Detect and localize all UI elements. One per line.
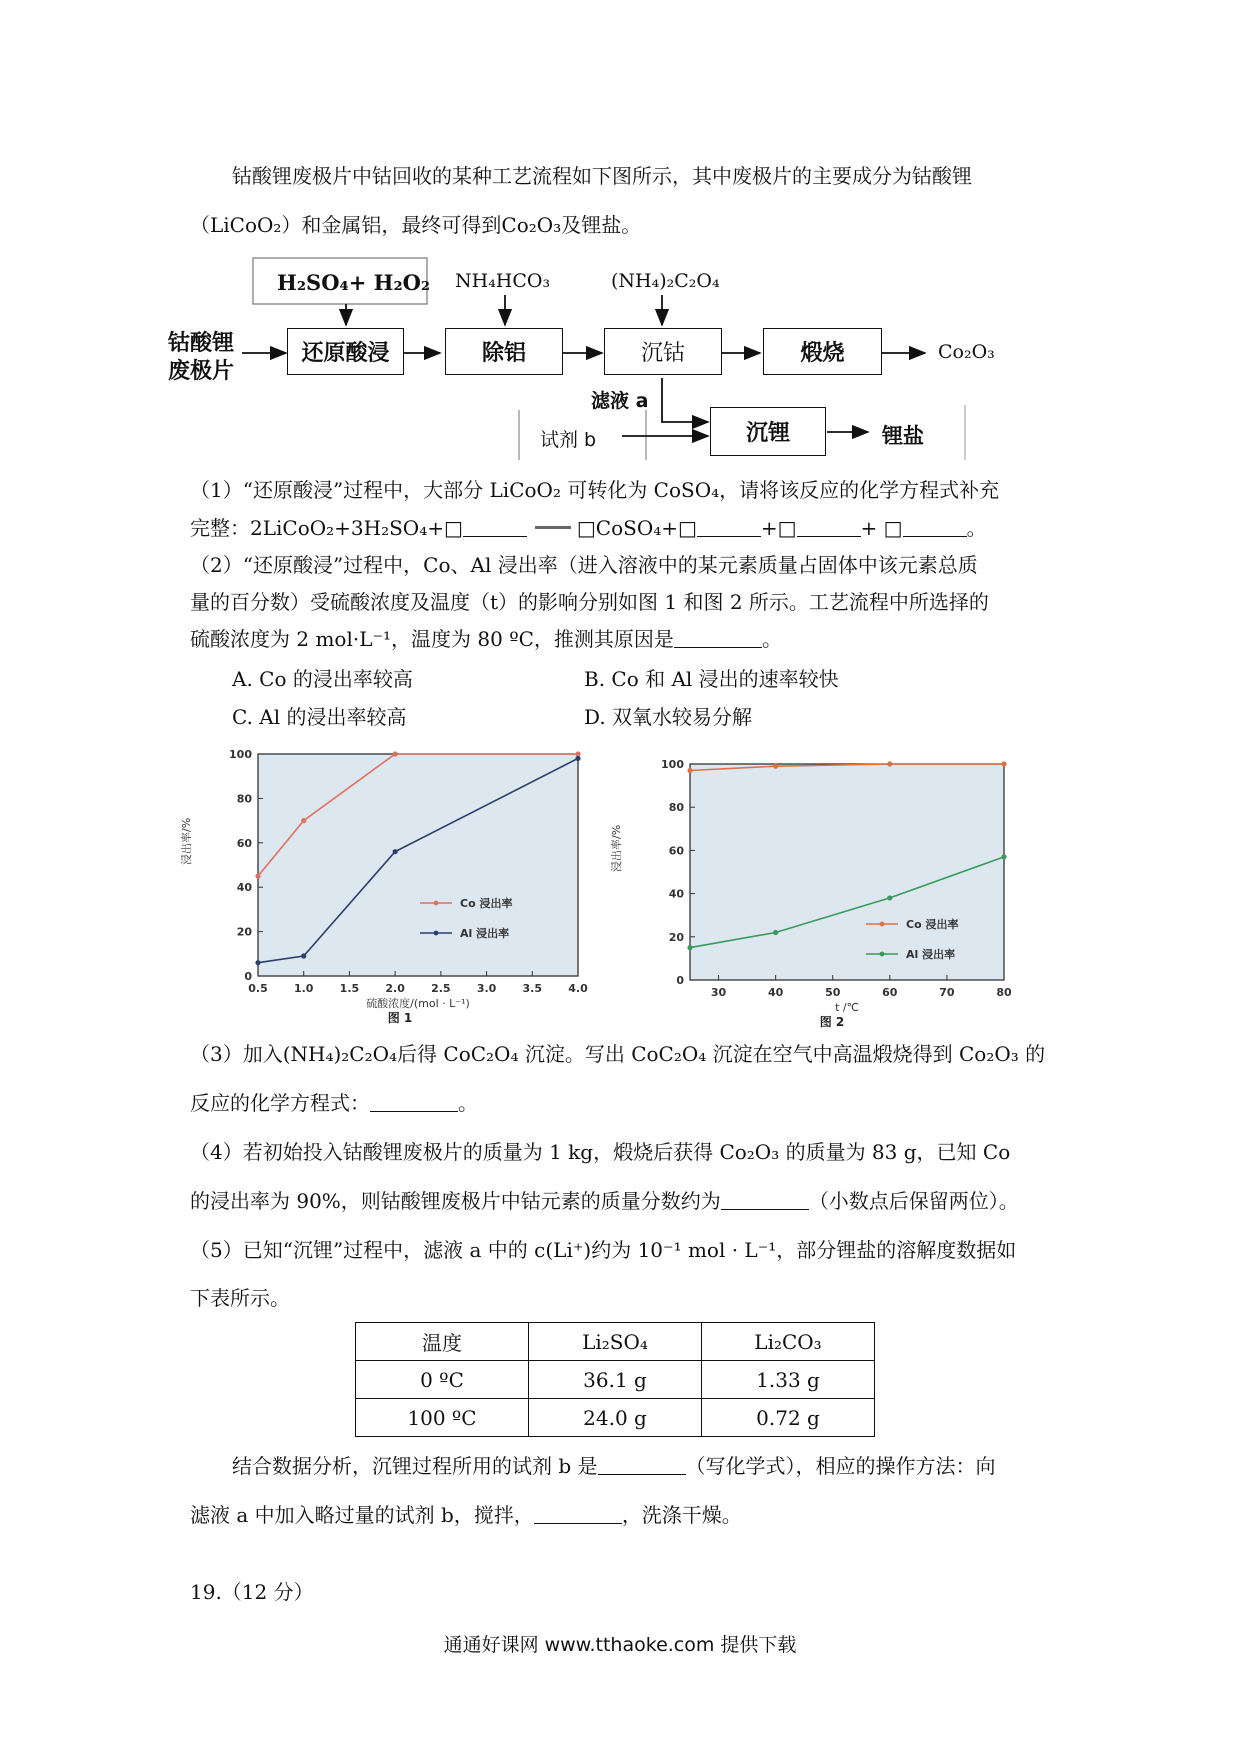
q2-line-3 [190,627,782,651]
step-calcination: 煅烧 [763,328,882,375]
x-tick-label: 30 [710,986,727,999]
legend-marker [880,922,885,927]
x-tick-label: 0.5 [248,982,268,995]
table-cell: 36.1 g [529,1361,702,1399]
q2-prompt: 硫酸浓度为 2 mol·L⁻¹，温度为 80 ºC，推测其原因是 [190,627,674,651]
q4-line-2 [190,1189,1019,1213]
data-point [773,764,778,769]
q1-equation-mid-1: □CoSO₄+□ [576,516,697,540]
data-point [687,945,692,950]
chart-fig-2 [610,744,1016,1040]
table-cell: 0.72 g [702,1399,875,1437]
q2-answer-blank[interactable] [674,629,762,648]
data-point [301,818,306,823]
q5-after-line-2 [190,1503,742,1527]
q4-line-1: （4）若初始投入钴酸锂废极片的质量为 1 kg，煅烧后获得 Co₂O₃ 的质量为 83 g，已知 Co [190,1140,1011,1164]
x-axis-label: 硫酸浓度/(mol · L⁻¹) [366,997,470,1010]
x-tick-label: 1.0 [293,982,314,995]
data-point [393,849,398,854]
legend-label: Co 浸出率 [460,897,513,910]
input-label-1: 钴酸锂 [168,330,235,356]
q1-equation-mid-2: +□ [760,516,797,540]
legend-label: Co 浸出率 [906,918,959,931]
plot-area [258,754,578,976]
x-tick-label: 2.0 [385,982,405,995]
data-point [687,768,692,773]
y-tick-label: 60 [236,836,252,850]
x-tick-label: 4.0 [568,982,588,995]
q1-answer-blank-4[interactable] [903,518,967,537]
q4-prompt: 的浸出率为 90%，则钴酸锂废极片中钴元素的质量分数约为 [190,1189,721,1213]
q2-prompt-end: 。 [761,627,782,651]
table-header-cell: Li₂SO₄ [529,1323,702,1361]
data-point [301,953,306,958]
y-tick-label: 20 [668,930,684,944]
reagent-h2so4-h2o2: H₂SO₄+ H₂O₂ [277,270,431,295]
y-tick-label: 60 [668,844,684,858]
q5-operation-prompt: 滤液 a 中加入略过量的试剂 b，搅拌， [190,1503,534,1527]
reagent-ammonium-oxalate: (NH₄)₂C₂O₄ [611,270,720,292]
data-point [773,930,778,935]
q5-line-1: （5）已知“沉锂”过程中，滤液 a 中的 c(Li⁺)约为 10⁻¹ mol · L⁻¹，部分锂盐的溶解度数据如 [190,1238,1017,1262]
q3-answer-blank[interactable] [370,1093,458,1112]
y-axis-label: 浸出率/% [180,817,193,865]
q3-line-1: （3）加入(NH₄)₂C₂O₄后得 CoC₂O₄ 沉淀。写出 CoC₂O₄ 沉淀在空气中高温煅烧得到 Co₂O₃ 的 [190,1042,1046,1066]
table-cell: 24.0 g [529,1399,702,1437]
x-tick-label: 3.5 [522,982,543,995]
reagent-nh4hco3: NH₄HCO₃ [455,270,551,292]
q5-operation-blank[interactable] [534,1505,622,1524]
y-tick-label: 80 [236,792,252,806]
step-precipitate-cobalt: 沉钴 [604,328,722,375]
q4-prompt-end: （小数点后保留两位）。 [808,1189,1019,1213]
data-point [887,761,892,766]
equals-sign [535,526,571,529]
intro-line-1: 钴酸锂废极片中钴回收的某种工艺流程如下图所示，其中废极片的主要成分为钴酸锂 [232,164,972,188]
table-header-cell: Li₂CO₃ [702,1323,875,1361]
q5-after-line-1 [232,1454,996,1478]
q1-equation-mid-3: + □ [860,516,903,540]
data-point [1001,854,1006,859]
step-precipitate-lithium: 沉锂 [710,407,826,456]
filtrate-a-label: 滤液 a [591,390,649,412]
q2-option-c[interactable]: C. Al 的浸出率较高 [232,705,407,729]
q2-line-1: （2）“还原酸浸”过程中，Co、Al 浸出率（进入溶液中的某元素质量占固体中该元素总质 [190,553,978,577]
data-point [255,874,260,879]
legend-marker [880,952,885,957]
q1-equation-end: 。 [966,516,987,540]
page-footer: 通通好课网 www.tthaoke.com 提供下载 [443,1634,797,1656]
next-question-heading: 19.（12 分） [190,1580,314,1604]
product-lithium-salt: 锂盐 [882,423,924,448]
q4-answer-blank[interactable] [721,1191,809,1210]
chart-fig-1 [180,740,590,1040]
x-tick-label: 3.0 [476,982,497,995]
q3-prompt: 反应的化学方程式： [190,1091,370,1115]
figure-caption: 图 2 [819,1015,845,1029]
input-label-2: 废极片 [168,358,235,384]
x-tick-label: 50 [825,986,841,999]
q1-line-1: （1）“还原酸浸”过程中，大部分 LiCoO₂ 可转化为 CoSO₄，请将该反应的化学方程式补充 [190,478,1000,502]
reagent-b-label: 试剂 b [540,429,597,451]
data-point [1001,761,1006,766]
legend-marker [434,931,439,936]
y-tick-label: 100 [229,748,252,761]
q1-answer-blank-2[interactable] [697,518,761,537]
y-tick-label: 0 [676,974,684,987]
x-tick-label: 60 [882,986,898,999]
y-tick-label: 0 [244,970,252,983]
q5-reagent-prompt: 结合数据分析，沉锂过程所用的试剂 b 是 [232,1454,598,1478]
x-tick-label: 1.5 [339,982,360,995]
q2-option-b[interactable]: B. Co 和 Al 浸出的速率较快 [584,667,839,691]
q5-reagent-blank[interactable] [598,1456,686,1475]
plot-area [690,764,1004,980]
legend-marker [434,901,439,906]
data-point [393,751,398,756]
figure-caption: 图 1 [387,1011,413,1025]
q5-reagent-prompt-end: （写化学式），相应的操作方法：向 [685,1454,996,1478]
x-tick-label: 80 [996,986,1012,999]
step-reductive-acid-leach: 还原酸浸 [287,328,404,375]
x-axis-label: t /℃ [835,1001,859,1014]
table-row [356,1361,875,1399]
y-tick-label: 100 [661,758,684,771]
q1-line-2 [190,516,987,540]
y-tick-label: 20 [236,925,252,939]
table-header-cell: 温度 [356,1323,529,1361]
q1-equation-prefix: 完整：2LiCoO₂+3H₂SO₄+□ [190,516,463,540]
q2-line-2: 量的百分数）受硫酸浓度及温度（t）的影响分别如图 1 和图 2 所示。工艺流程中所选择的 [190,590,989,614]
table-cell: 0 ºC [356,1361,529,1399]
x-tick-label: 40 [767,986,784,999]
q1-answer-blank-3[interactable] [797,518,861,537]
data-point [575,756,580,761]
table-cell: 1.33 g [702,1361,875,1399]
data-point [887,895,892,900]
x-tick-label: 2.5 [431,982,451,995]
q2-option-a[interactable]: A. Co 的浸出率较高 [232,667,413,691]
x-tick-label: 70 [939,986,955,999]
q5-line-2: 下表所示。 [190,1286,290,1310]
q3-line-2 [190,1091,478,1115]
q1-answer-blank-1[interactable] [463,518,527,537]
y-tick-label: 40 [236,881,252,895]
product-co2o3: Co₂O₃ [938,341,995,363]
y-tick-label: 80 [668,801,684,815]
data-point [575,751,580,756]
q5-operation-prompt-end: ，洗涤干燥。 [621,1503,742,1527]
table-row [356,1399,875,1437]
solubility-table [355,1322,875,1437]
data-point [255,960,260,965]
y-axis-label: 浸出率/% [610,824,623,872]
table-cell: 100 ºC [356,1399,529,1437]
intro-line-2: （LiCoO₂）和金属铝，最终可得到Co₂O₃及锂盐。 [190,213,642,237]
legend-label: Al 浸出率 [460,927,510,940]
y-tick-label: 40 [668,887,684,901]
legend-label: Al 浸出率 [906,948,956,961]
step-remove-aluminum: 除铝 [445,328,563,375]
table-header-row [356,1323,875,1361]
q2-option-d[interactable]: D. 双氧水较易分解 [584,705,753,729]
q3-prompt-end: 。 [458,1091,478,1115]
